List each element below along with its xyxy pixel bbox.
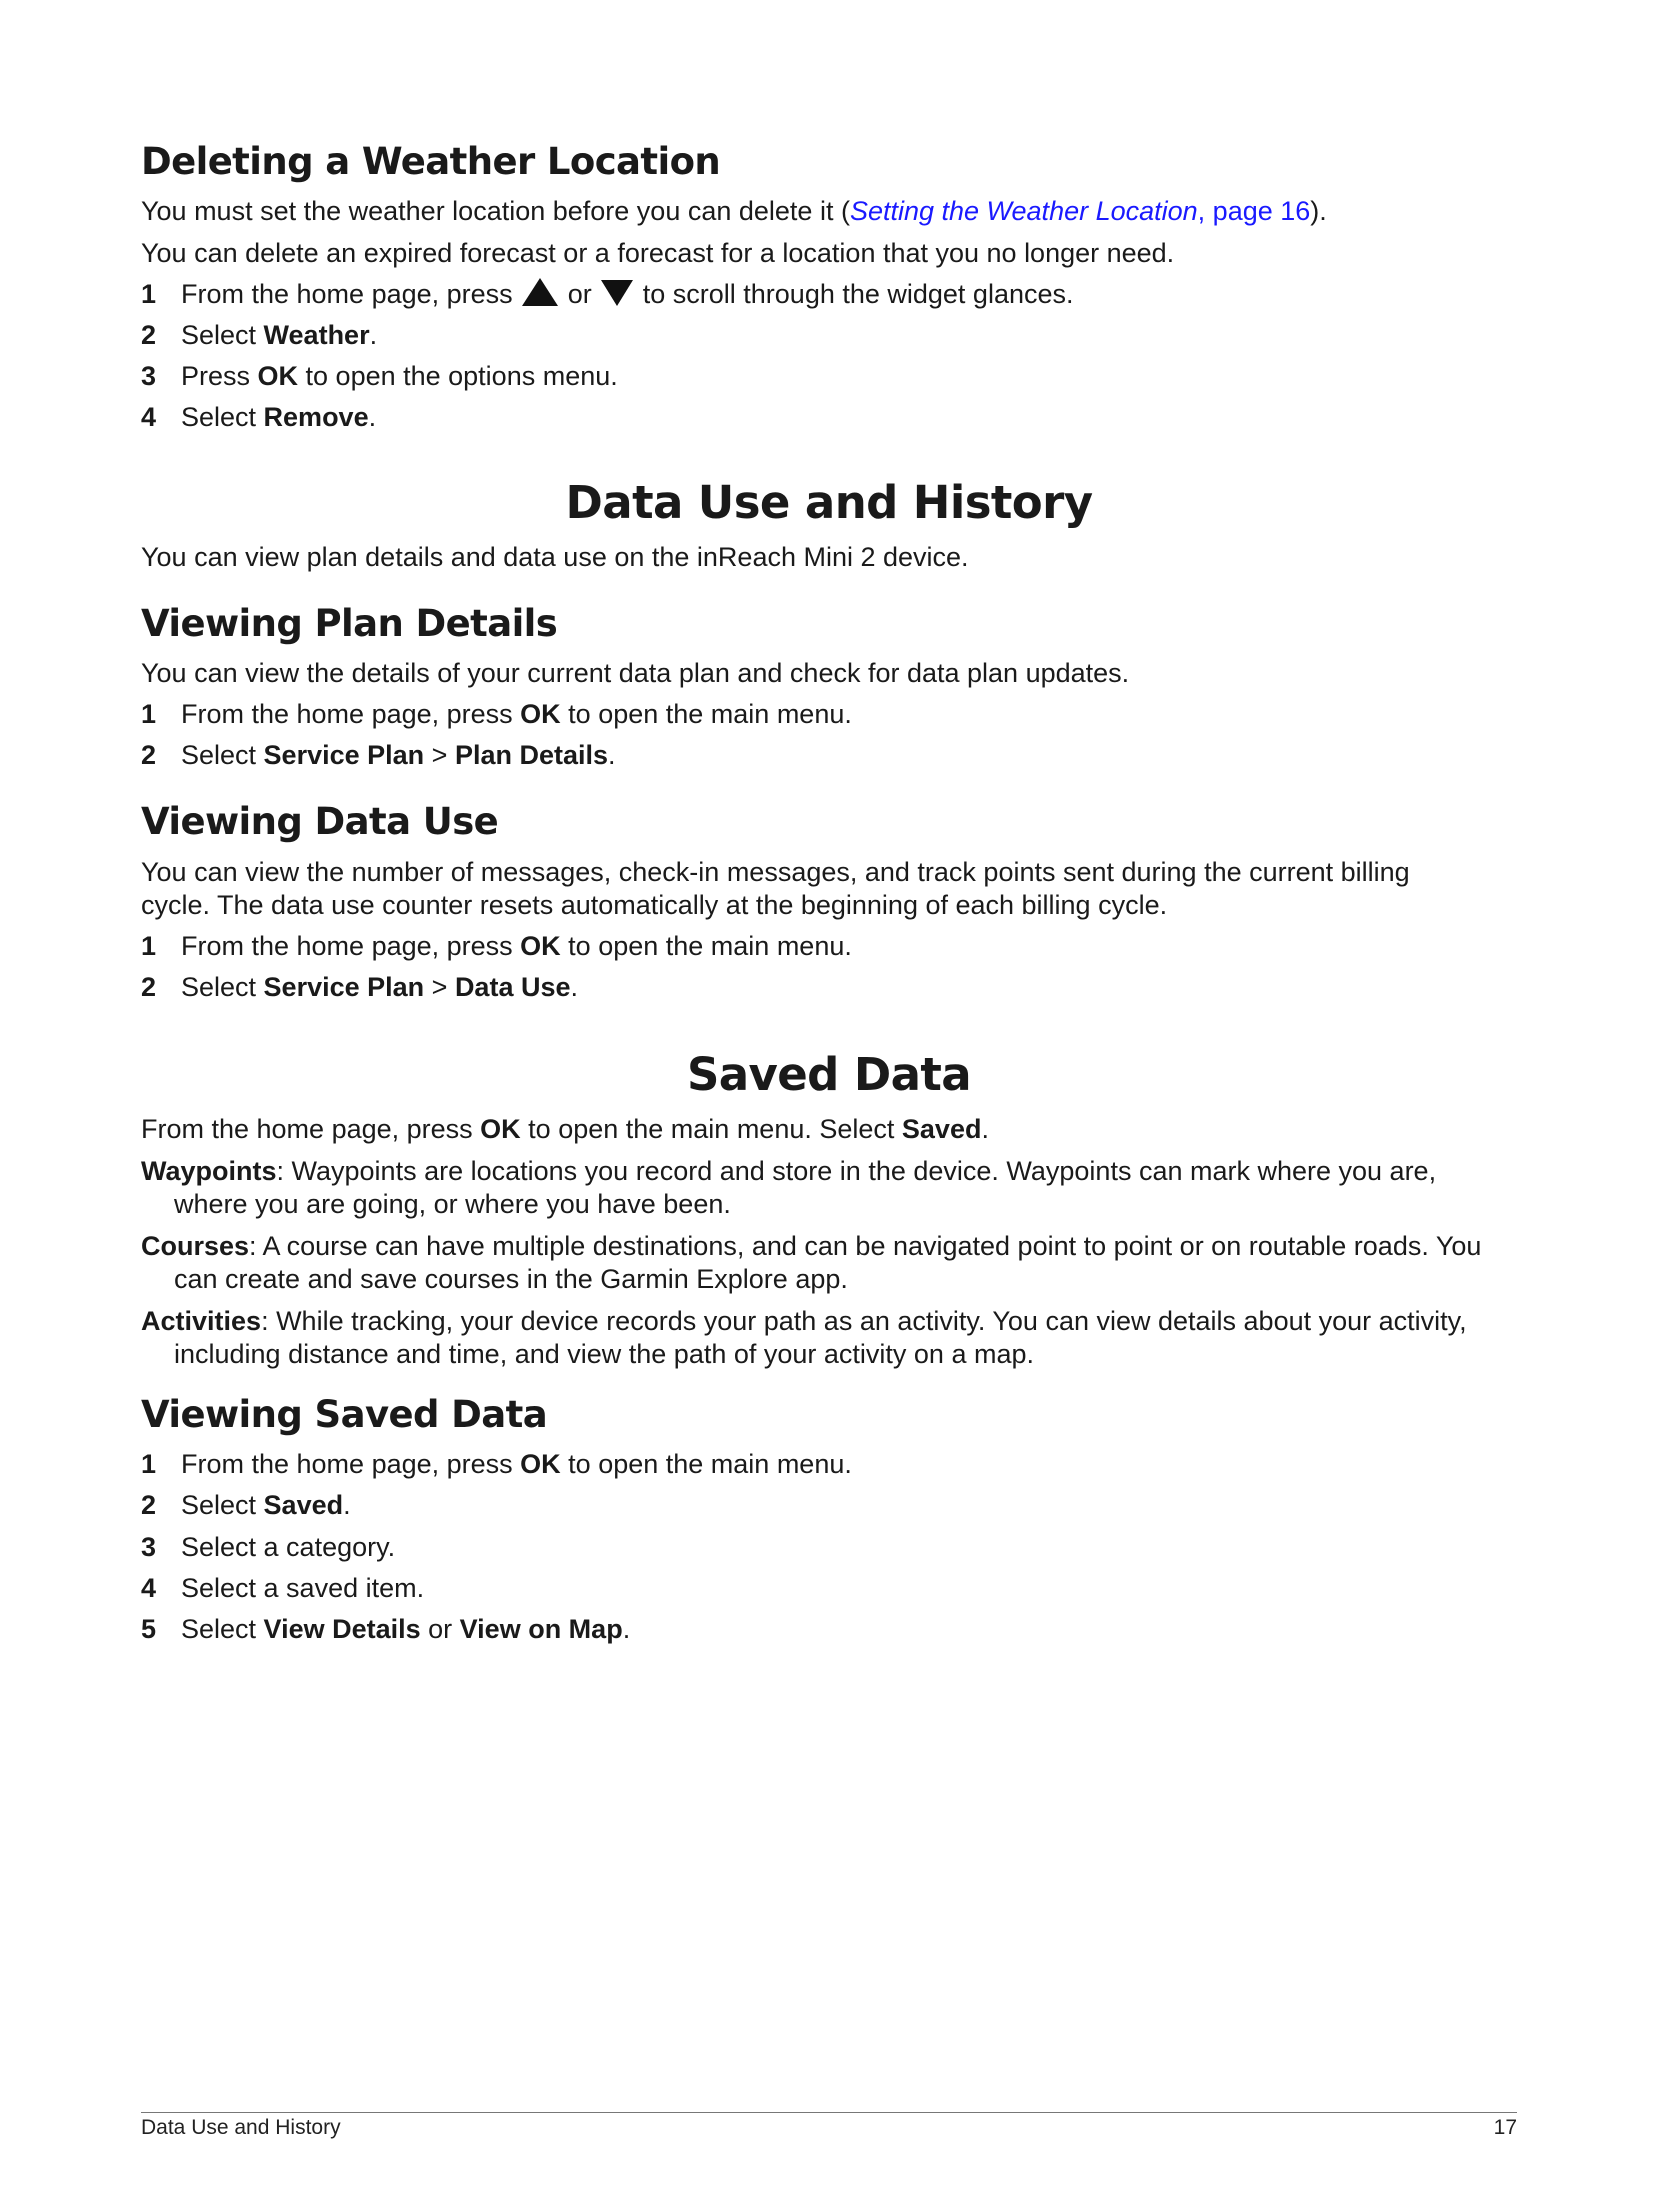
data-use-step-2: 2 Select Service Plan > Data Use.	[141, 972, 579, 1002]
footer-page-number: 17	[1493, 2116, 1517, 2139]
data-use-step-1: 1 From the home page, press OK to open the main menu.	[141, 931, 852, 961]
paragraph-plan-details: You can view the details of your current data plan and check for data plan updates.	[141, 658, 1130, 688]
weather-step-3: 3 Press OK to open the options menu.	[141, 361, 618, 391]
heading-saved-data: Saved Data	[686, 1048, 972, 1101]
paragraph-data-use-intro: You can view plan details and data use on the inReach Mini 2 device.	[141, 542, 969, 572]
paragraph-weather-prerequisite: You must set the weather location before you can delete it (Setting the Weather Location, page 16).	[141, 196, 1327, 226]
saved-step-3: 3 Select a category.	[141, 1532, 396, 1562]
down-triangle-icon	[601, 280, 633, 306]
heading-viewing-data-use: Viewing Data Use	[141, 800, 499, 843]
paragraph-weather-delete-info: You can delete an expired forecast or a forecast for a location that you no longer need.	[141, 238, 1175, 268]
saved-step-2: 2 Select Saved.	[141, 1490, 351, 1520]
definition-courses: Courses: A course can have multiple destinations, and can be navigated point to point or on routable roads. You can create and save courses in the Garmin Explore app.	[141, 1231, 1482, 1294]
plan-step-2: 2 Select Service Plan > Plan Details.	[141, 740, 616, 770]
link-setting-weather-location[interactable]: Setting the Weather Location, page 16	[849, 196, 1311, 226]
saved-step-1: 1 From the home page, press OK to open the main menu.	[141, 1449, 852, 1479]
footer-section-title: Data Use and History	[141, 2116, 341, 2139]
definition-waypoints: Waypoints: Waypoints are locations you record and store in the device. Waypoints can mark where you are, where you are going, or where you have been.	[141, 1156, 1437, 1219]
saved-step-5: 5 Select View Details or View on Map.	[141, 1614, 631, 1644]
paragraph-data-use-line-1: You can view the number of messages, check-in messages, and track points sent during the current billing	[141, 857, 1410, 887]
weather-step-4: 4 Select Remove.	[141, 402, 377, 432]
heading-data-use-and-history: Data Use and History	[565, 476, 1093, 529]
heading-deleting-weather-location: Deleting a Weather Location	[141, 140, 721, 183]
paragraph-saved-intro: From the home page, press OK to open the main menu. Select Saved.	[141, 1114, 989, 1144]
plan-step-1: 1 From the home page, press OK to open the main menu.	[141, 699, 852, 729]
heading-viewing-plan-details: Viewing Plan Details	[141, 602, 558, 645]
saved-step-4: 4 Select a saved item.	[141, 1573, 425, 1603]
weather-step-2: 2 Select Weather.	[141, 320, 378, 350]
footer-divider	[141, 2112, 1517, 2113]
paragraph-data-use-line-2: cycle. The data use counter resets automatically at the beginning of each billing cycle.	[141, 890, 1168, 920]
definition-activities: Activities: While tracking, your device records your path as an activity. You can view details about your activity, including distance and time, and view the path of your activity on a map.	[141, 1306, 1467, 1369]
weather-step-1: 1 From the home page, press or to scroll through the widget glances.	[141, 279, 1074, 309]
up-triangle-icon	[522, 278, 558, 306]
heading-viewing-saved-data: Viewing Saved Data	[141, 1393, 548, 1436]
